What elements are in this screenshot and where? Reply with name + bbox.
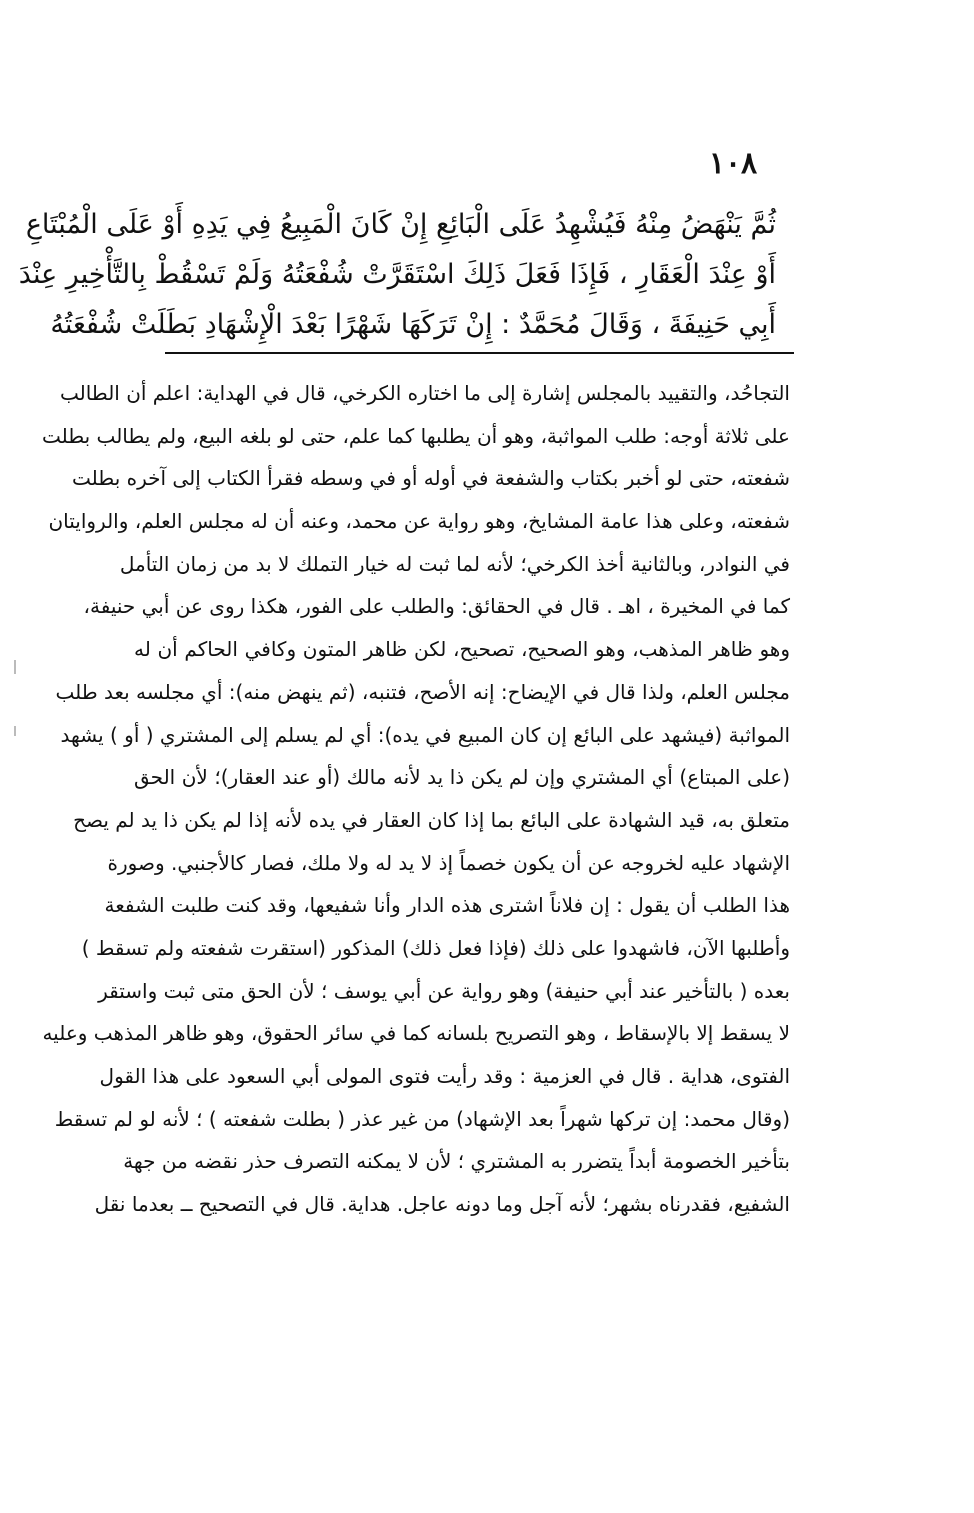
commentary-line: على ثلاثة أوجه: طلب المواثبة، وهو أن يطلبها كما علم، حتى لو بلغه البيع، ولم يطالب بطلت (41, 423, 790, 448)
commentary-line: شفعته، حتى لو أخبر بكتاب والشفعة في أوله أو في وسطه فقرأ الكتاب إلى آخره بطلت (72, 466, 790, 491)
commentary-line: وأطلبها الآن، فاشهدوا على ذلك (فإذا فعل ذلك) المذكور (استقرت شفعته ولم تسقط ) (81, 935, 790, 960)
commentary-line: كما في المخيرة ، اهـ . قال في الحقائق: والطلب على الفور، هكذا روى عن أبي حنيفة، (83, 594, 790, 619)
commentary-line: لا يسقط إلا بالإسقاط ، وهو التصريح بلسانه كما في سائر الحقوق، وهو ظاهر المذهب وعليه (42, 1021, 790, 1046)
scan-margin-mark (14, 726, 16, 736)
commentary-line: في النوادر، وبالثانية أخذ الكرخي؛ لأنه لما ثبت له خيار التملك لا بد من زمان التأمل (119, 551, 790, 576)
main-text-line: ثُمَّ يَنْهَضُ مِنْهُ فَيُشْهِدُ عَلَى الْبَائِعِ إِنْ كَانَ الْمَبِيعُ فِي يَدِهِ أَوْ عَلَى الْمُبْتَاعِ (25, 209, 776, 240)
main-text-line: أَوْ عِنْدَ الْعَقَارِ ، فَإِذَا فَعَلَ ذَلِكَ اسْتَقَرَّتْ شُفْعَتُهُ وَلَمْ تَسْقُطْ بِالتَّأْخِيرِ عِنْدَ (18, 259, 776, 290)
commentary-line: مجلس العلم، ولذا قال في الإيضاح: إنه الأصح، فتنبه، (ثم ينهض منه): أي مجلسه بعد طلب (55, 679, 790, 704)
commentary-line: شفعته، وعلى هذا عامة المشايخ، وهو رواية عن محمد، وعنه أن له مجلس العلم، والروايتان (48, 509, 790, 534)
commentary-line: المواثبة (فيشهد على البائع إن كان المبيع في يده): أي لم يسلم إلى المشتري ( أو ) يشهد (60, 722, 790, 747)
commentary-line: الفتوى، هداية . قال في العزمية : وقد رأيت فتوى المولى أبي السعود على هذا القول (99, 1064, 790, 1088)
main-text-block (18, 200, 776, 350)
commentary-line: بتأخير الخصومة أبداً يتضرر به المشتري ؛ لأن لا يمكنه التصرف حذر نقضه من جهة (123, 1149, 790, 1174)
section-divider (165, 352, 794, 354)
commentary-line: (على المبتاع) أي المشتري وإن لم يكن ذا يد لأنه مالك (أو عند العقار)؛ لأن الحق (134, 765, 790, 790)
page-number: ١٠٨ (708, 146, 758, 181)
scan-margin-mark (14, 660, 16, 674)
main-text-line: أَبِي حَنِيفَةَ ، وَقَالَ مُحَمَّدٌ : إِنْ تَرَكَهَا شَهْرًا بَعْدَ الْإِشْهَادِ بَطَلَتْ شُفْعَتُهُ (50, 309, 776, 340)
commentary-line: متعلق به، قيد الشهادة على البائع بما إذا كان العقار في يده لأنه إذا لم يكن ذا يد لم يصح (73, 807, 790, 832)
commentary-line: التجاحُد، والتقييد بالمجلس إشارة إلى ما اختاره الكرخي، قال في الهداية: اعلم أن الطالب (59, 381, 790, 405)
commentary-line: وهو ظاهر المذهب، وهو الصحيح، تصحيح، لكن ظاهر المتون وكافي الحاكم أن له (134, 637, 790, 662)
commentary-line: الشفيع، فقدرناه بشهر؛ لأنه آجل وما دونه عاجل. هداية. قال في التصحيح ــ بعدما نقل (94, 1192, 790, 1217)
commentary-line: الإشهاد عليه لخروجه عن أن يكون خصماً إذ لا يد له ولا ملك، فصار كالأجنبي. وصورة (107, 850, 790, 875)
commentary-block (41, 372, 790, 1226)
commentary-line: (وقال محمد: إن تركها شهراً بعد الإشهاد) من غير عذر ( بطلت شفعته ) ؛ لأنه لو لم تسقط (54, 1106, 790, 1131)
commentary-line: بعده ( بالتأخير عند أبي حنيفة) وهو رواية عن أبي يوسف ؛ لأن الحق متى ثبت واستقر (98, 978, 790, 1003)
commentary-line: هذا الطلب أن يقول : إن فلاناً اشترى هذه الدار وأنا شفيعها، وقد كنت طلبت الشفعة (104, 893, 790, 918)
